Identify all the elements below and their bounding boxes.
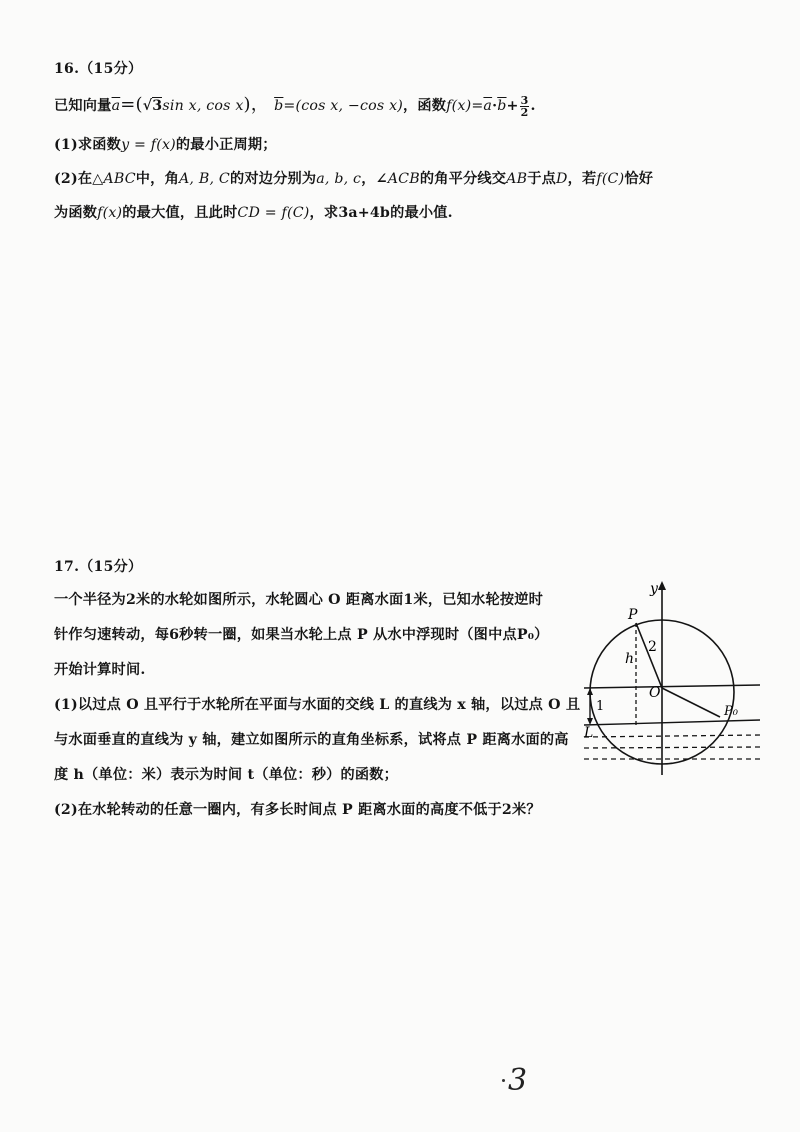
label-y: y [650, 581, 658, 597]
water-dash-2 [584, 747, 760, 748]
vector-b: $\overline{b}$ [274, 98, 284, 114]
page-mark-dot [502, 1079, 505, 1082]
problem16-header: 16.（15分） [54, 61, 143, 77]
label-h: h [625, 651, 635, 667]
water-dash-1 [584, 735, 760, 737]
problem16-intro: 已知向量$\overline{a}=(√3\sin$ x, cos x)， $\overline{b}=(\cos$ x, −cos x)，函数$f(x)=\overline{a}\cdot\overline{b}+$ $\frac{3}{2}$ . [54, 93, 536, 119]
problem17-line-1: 针作匀速转动，每6秒转一圈，如果当水轮上点 P 从水中浮现时（图中点P₀） [54, 627, 549, 643]
y-axis-arrow [658, 581, 666, 590]
vector-a: $\overline{a}$ [111, 98, 121, 114]
problem17-line-0: 一个半径为2米的水轮如图所示，水轮圆心 O 距离水面1米，已知水轮按逆时 [54, 592, 543, 608]
fraction-3-2: $\frac{3}{2}$ [520, 93, 529, 119]
radius-OP [636, 623, 662, 688]
label-O: O [649, 685, 661, 701]
distance-1-arrow-top [587, 688, 593, 695]
page-number: 3 [508, 1063, 528, 1098]
problem17-line-2: 开始计算时间. [54, 662, 146, 678]
problem17-header: 17.（15分） [54, 559, 143, 575]
problem16-part2-line2: 为函数f(x)的最大值，且此时CD = f(C)，求3a+4b的最小值. [54, 205, 453, 221]
problem17-line-6: (2)在水轮转动的任意一圈内，有多长时间点 P 距离水面的高度不低于2米？ [54, 802, 541, 818]
label-L: L [584, 725, 594, 741]
label-P: P [628, 607, 638, 623]
problem16-part1: (1)求函数y = f(x)的最小正周期； [54, 137, 277, 153]
problem17-line-5: 度 h（单位：米）表示为时间 t（单位：秒）的函数； [54, 767, 399, 783]
problem17-line-4: 与水面垂直的直线为 y 轴，建立如图所示的直角坐标系，试将点 P 距离水面的高 [54, 732, 569, 748]
problem17-line-3: (1)以过点 O 且平行于水轮所在平面与水面的交线 L 的直线为 x 轴，以过点 O 且 [54, 697, 581, 713]
water-surface [584, 720, 760, 725]
label-P0: P₀ [724, 704, 738, 719]
label-1: 1 [596, 699, 605, 714]
distance-1-arrow-bottom [587, 718, 593, 725]
radius-OP0 [662, 688, 720, 717]
water-wheel-figure [570, 575, 770, 780]
label-2: 2 [648, 639, 657, 655]
problem16-part2-line1: (2)在△ABC中，角A, B, C的对边分别为a, b, c，∠ACB的角平分线交AB于点D，若f(C)恰好 [54, 171, 654, 187]
